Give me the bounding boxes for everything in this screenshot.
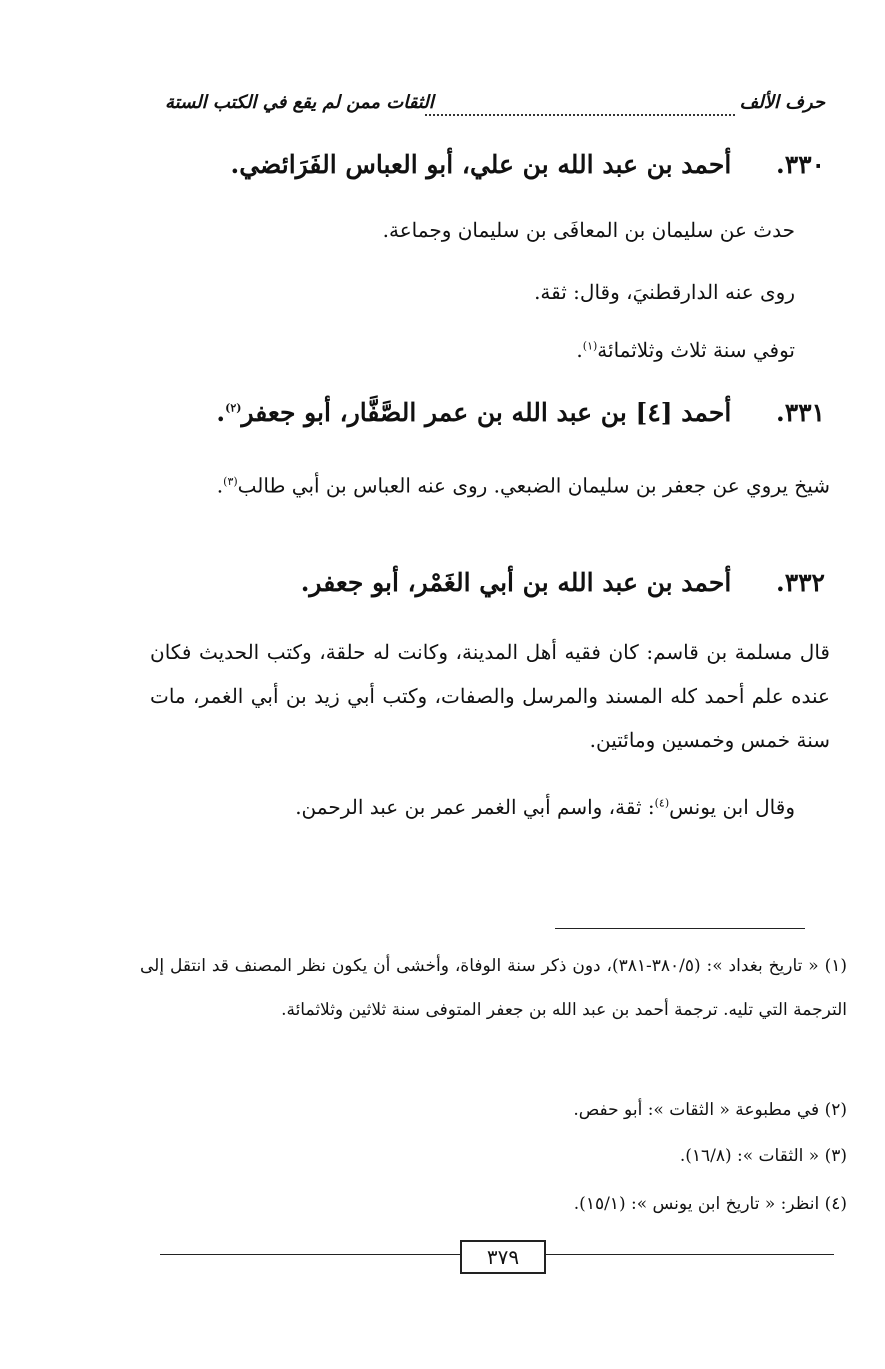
running-head-book-title: الثقات ممن لم يقع في الكتب الستة: [165, 92, 434, 113]
entry-title: أحمد بن عبد الله بن علي، أبو العباس الفَرَائضي.: [230, 150, 732, 179]
page-number: ٣٧٩: [460, 1240, 546, 1274]
footnote-separator: [555, 928, 805, 929]
footnote-ref: (١): [582, 339, 598, 353]
paragraph-text: وقال ابن يونس: [669, 795, 795, 819]
paragraph-text: : ثقة، واسم أبي الغمر عمر بن عبد الرحمن.: [295, 795, 655, 819]
entry-332-paragraph-2: [295, 795, 795, 819]
entry-number: ٣٣١.: [775, 398, 825, 427]
footnote-ref: (٤): [654, 796, 670, 810]
entry-number: ٣٣٠.: [775, 150, 825, 179]
paragraph-text: شيخ يروي عن جعفر بن سليمان الضبعي. روى عنه العباس بن أبي طالب: [237, 473, 830, 498]
footnote-4: (٤) انظر: « تاريخ ابن يونس »: (١٥/١).: [573, 1194, 847, 1214]
entry-title: أحمد [٤] بن عبد الله بن عمر الصَّفَّار، أبو جعفر: [241, 398, 732, 427]
running-head-dots: [425, 92, 735, 116]
entry-330-paragraph-2: روى عنه الدارقطنيَ، وقال: ثقة.: [534, 280, 795, 304]
paragraph-text: توفي سنة ثلاث وثلاثمائة: [597, 338, 795, 362]
footnote-ref: (٢): [225, 401, 242, 415]
footnote-ref: (٣): [223, 475, 238, 488]
running-head: [165, 92, 825, 124]
entry-330-paragraph-3: توفي سنة ثلاث وثلاثمائة$^{(١)}$.: [576, 338, 795, 362]
footer-rule-left: [160, 1254, 460, 1255]
footnote-1: (١) « تاريخ بغداد »: (٣٨٠/٥-٣٨١)، دون ذكر سنة الوفاة، وأخشى أن يكون نظر المصنف قد انتقل إلى الترجمة التي تليه. ترجمة أحمد بن عبد الله بن جعفر المتوفى سنة ثلاثين وثلاثمائة.: [140, 956, 847, 1020]
entry-number: ٣٣٢.: [775, 568, 825, 597]
footnote-3: (٣) « الثقات »: (١٦/٨).: [679, 1146, 847, 1166]
entry-title: أحمد بن عبد الله بن أبي الغَمْر، أبو جعفر.: [300, 568, 732, 597]
entry-heading-332: [150, 568, 825, 597]
footer-rule-right: [544, 1254, 834, 1255]
entry-331-paragraph: شيخ يروي عن جعفر بن سليمان الضبعي. روى عنه العباس بن أبي طالب$^{(٣)}$.: [216, 473, 830, 498]
entry-332-paragraph-1: قال مسلمة بن قاسم: كان فقيه أهل المدينة، وكانت له حلقة، وكتب الحديث فكان عنده علم أحمد كله المسند والمرسل والصفات، وكتب أبي زيد بن أبي الغمر، مات سنة خمس وخمسين ومائتين.: [150, 640, 830, 752]
footnote-2: (٢) في مطبوعة « الثقات »: أبو حفص.: [573, 1100, 847, 1120]
entry-heading-330: [150, 150, 825, 179]
entry-330-paragraph-1: حدث عن سليمان بن المعافَى بن سليمان وجماعة.: [382, 218, 795, 242]
running-head-chapter: حرف الألف: [739, 92, 825, 113]
entry-heading-331: ٣٣١. أحمد [٤] بن عبد الله بن عمر الصَّفَّار، أبو جعفر$^{(٢)}$.: [216, 398, 825, 427]
